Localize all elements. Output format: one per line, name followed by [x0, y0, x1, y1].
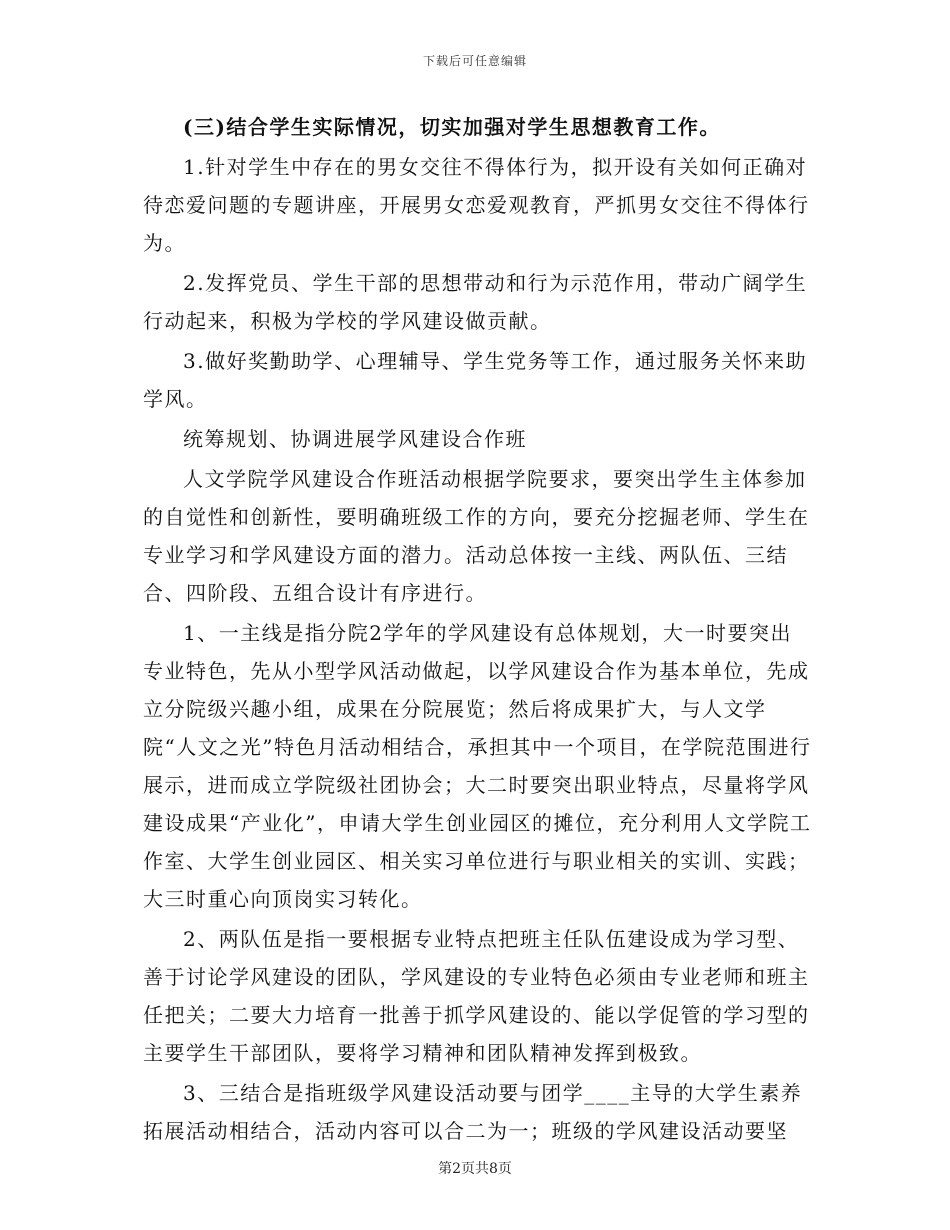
section-heading: (三)结合学生实际情况，切实加强对学生思想教育工作。: [183, 115, 721, 139]
paragraph-item-1: 1.针对学生中存在的男女交往不得体行为，拟开设有关如何正确对待恋爱问题的专题讲座，开展男女恋爱观教育，严抓男女交往不得体行为。: [143, 155, 810, 255]
paragraph-two-teams: 2、两队伍是指一要根据专业特点把班主任队伍建设成为学习型、善于讨论学风建设的团队，学风建设的专业特色必须由专业老师和班主任把关；二要大力培育一批善于抓学风建设的、能以学促管的学习型的主要学生干部团队，要将学习精神和团队精神发挥到极致。: [143, 927, 810, 1065]
page-number: 第2页共8页: [438, 1161, 512, 1177]
paragraph-item-3: 3.做好奖勤助学、心理辅导、学生党务等工作，通过服务关怀来助学风。: [143, 349, 808, 411]
paragraph-three-combinations: 3、三结合是指班级学风建设活动要与团学____主导的大学生素养拓展活动相结合，活动内容可以合二为一；班级的学风建设活动要坚: [143, 1081, 803, 1143]
paragraph-item-2: 2.发挥党员、学生干部的思想带动和行为示范作用，带动广阔学生行动起来，积极为学校的学风建设做贡献。: [143, 271, 808, 333]
page-header: 下载后可任意编辑: [422, 54, 527, 68]
paragraph-intro: 人文学院学风建设合作班活动根据学院要求，要突出学生主体参加的自觉性和创新性，要明确班级工作的方向，要充分挖掘老师、学生在专业学习和学风建设方面的潜力。活动总体按一主线、两队伍、三结合、四阶段、五组合设计有序进行。: [143, 467, 810, 605]
paragraph-main-line: 1、一主线是指分院2学年的学风建设有总体规划，大一时要突出专业特色，先从小型学风活动做起，以学风建设合作为基本单位，先成立分院级兴趣小组，成果在分院展览；然后将成果扩大，与人文学院“人文之光”特色月活动相结合，承担其中一个项目，在学院范围进行展示，进而成立学院级社团协会；大二时要突出职业特点，尽量将学风建设成果“产业化”，申请大学生创业园区的摊位，充分利用人文学院工作室、大学生创业园区、相关实习单位进行与职业相关的实训、实践；大三时重心向顶岗实习转化。: [143, 621, 812, 911]
document-body: [143, 108, 813, 1152]
subsection-title: 统筹规划、协调进展学风建设合作班: [183, 427, 527, 451]
